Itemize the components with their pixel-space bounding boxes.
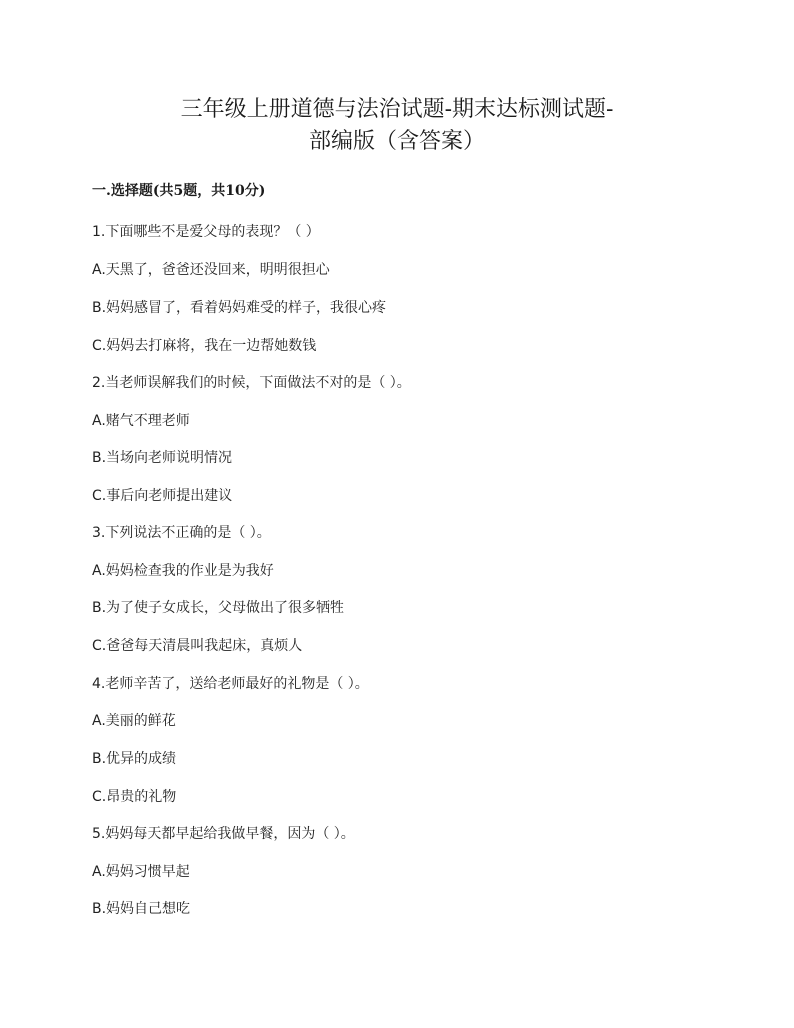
question-5-option-a: A.妈妈习惯早起: [92, 864, 190, 880]
question-4-option-c: C.昂贵的礼物: [92, 789, 177, 805]
question-4-option-a: A.美丽的鲜花: [92, 713, 176, 729]
question-4-stem: 4.老师辛苦了，送给老师最好的礼物是（ ）。: [92, 676, 369, 692]
section-heading: 一.选择题(共5题，共10分): [92, 183, 266, 199]
question-1-stem: 1.下面哪些不是爱父母的表现？（ ）: [92, 224, 320, 240]
question-2-option-c: C.事后向老师提出建议: [92, 488, 233, 504]
question-5-option-b: B.妈妈自己想吃: [92, 901, 191, 917]
question-5-stem: 5.妈妈每天都早起给我做早餐，因为（ ）。: [92, 826, 355, 842]
question-2-option-b: B.当场向老师说明情况: [92, 450, 233, 466]
question-2-stem: 2.当老师误解我们的时候，下面做法不对的是（ ）。: [92, 375, 411, 391]
question-3-option-b: B.为了使子女成长，父母做出了很多牺牲: [92, 600, 345, 616]
question-3-option-c: C.爸爸每天清晨叫我起床，真烦人: [92, 638, 303, 654]
question-1-option-c: C.妈妈去打麻将，我在一边帮她数钱: [92, 338, 317, 354]
document-title-line-1: 三年级上册道德与法治试题-期末达标测试题-: [180, 97, 614, 122]
question-2-option-a: A.赌气不理老师: [92, 413, 190, 429]
question-3-option-a: A.妈妈检查我的作业是为我好: [92, 563, 274, 579]
document-title-line-2: 部编版（含答案）: [308, 129, 485, 154]
question-4-option-b: B.优异的成绩: [92, 751, 177, 767]
question-1-option-b: B.妈妈感冒了，看着妈妈难受的样子，我很心疼: [92, 300, 387, 316]
question-3-stem: 3.下列说法不正确的是（ ）。: [92, 525, 271, 541]
question-1-option-a: A.天黑了，爸爸还没回来，明明很担心: [92, 262, 330, 278]
